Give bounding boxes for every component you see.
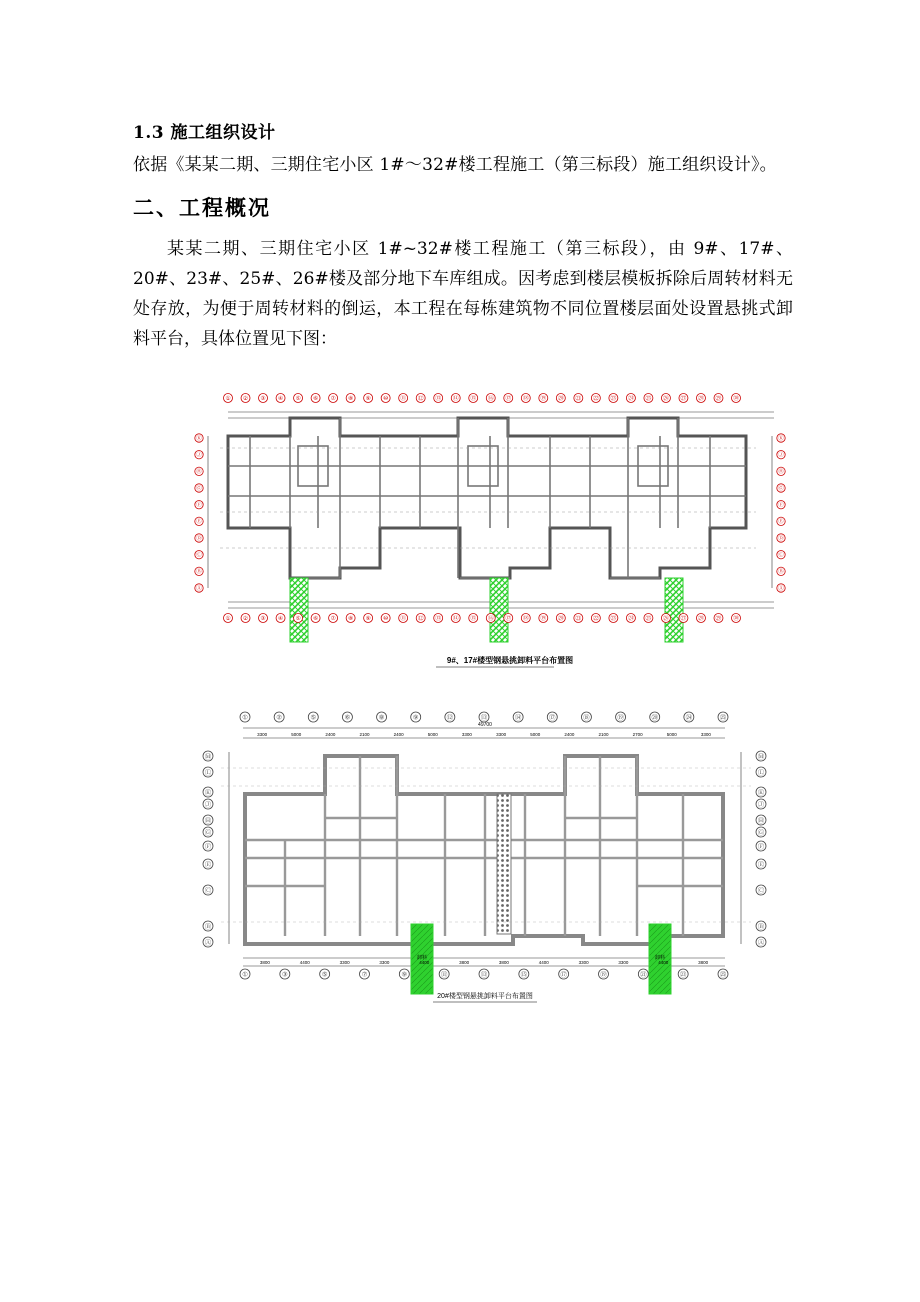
figure1-top-axis-label: ⑫ — [417, 396, 424, 403]
figure2-bottom-axis-label: ㉓ — [679, 971, 687, 979]
figure1-top-axis-label: ⑨ — [365, 396, 371, 403]
figure2-top-axis-label: ⑰ — [549, 714, 556, 722]
figure1-bottom-axis-label: ⑬ — [435, 616, 442, 623]
figure1-left-axis-label: Ⓒ — [196, 552, 202, 559]
figure1-top-axis-label: ㉕ — [645, 396, 652, 403]
figure2-top-dim: 3300 — [461, 732, 472, 737]
figure2-right-axis-label: Ⓑ — [757, 923, 765, 931]
figure2-left-axis-label: Ⓖ — [204, 829, 212, 837]
figure2-left-axis-label: Ⓕ — [204, 843, 212, 851]
figure1-bottom-axis-label: ⑭ — [452, 616, 459, 623]
figure1-caption: 9#、17#楼型钢悬挑卸料平台布置图 — [446, 656, 574, 665]
figure2-right-axis-label: Ⓕ — [757, 843, 765, 851]
figure1-bottom-axis-label: ④ — [277, 616, 284, 623]
figure2-top-axis-label: ⑤ — [310, 714, 317, 722]
figure1-bottom-axis-label: ⑥ — [312, 616, 319, 623]
overview-paragraph: 某某二期、三期住宅小区 1#~32#楼工程施工（第三标段），由 9#、17#、20#、23#、25#、26#楼及部分地下车库组成。因考虑到楼层模板拆除后周转材料无处存放，为便于周转材料的倒运，本工程在每栋建筑物不同位置楼层面处设置悬挑式卸料平台，具体位置见下图： — [133, 239, 793, 349]
figure1-top-axis-label: ③ — [260, 396, 266, 403]
figure1-bottom-axis-label: ㉙ — [715, 616, 722, 623]
platform-hatch-3 — [665, 578, 683, 642]
figure1-top-axis-label: ㉓ — [610, 396, 617, 403]
figure1-bottom-axis-label: ⑯ — [487, 616, 494, 623]
figure2-left-axis-label: Ⓒ — [204, 887, 212, 895]
figure1-top-axis-label: ⑬ — [435, 396, 442, 403]
figure2-bottom-dim: 4400 — [419, 960, 430, 965]
figure2-left-axis-label: Ⓚ — [204, 789, 212, 797]
figure2-top-axis-label: ⑱ — [583, 714, 590, 722]
figure1-top-axis-label: ⑤ — [295, 396, 301, 403]
figure1-bottom-axis-label: ⑫ — [417, 616, 424, 623]
figure2-top-axis-label: ⑲ — [617, 714, 624, 722]
figure1-left-axis-label: Ⓓ — [196, 535, 202, 542]
figure2-top-axis-label: ⑧ — [378, 714, 385, 722]
figure2-left-axis-label: Ⓙ — [204, 801, 212, 809]
figure2-right-axis-label: Ⓚ — [757, 789, 765, 797]
figure1-bottom-axis-label: ㉗ — [680, 616, 687, 623]
figure1-top-axis-label: ⑧ — [347, 396, 354, 403]
figure2-bottom-dim: 4400 — [299, 960, 310, 965]
figure1-left-axis-label: Ⓖ — [196, 485, 202, 492]
figure1-top-axis-label: ㉘ — [698, 396, 704, 403]
figure1-bottom-axis-label: ⑰ — [505, 616, 512, 623]
figure1-left-axis-label: Ⓔ — [196, 519, 202, 526]
figure1-bottom-axis-label: ㉚ — [733, 616, 739, 623]
figure1-bottom-axis-label: ⑧ — [347, 616, 354, 623]
figure2-left-axis-label: Ⓑ — [204, 923, 212, 931]
figure2-right-axis-label: Ⓐ — [757, 939, 765, 947]
figure2-top-axis-label: ① — [242, 714, 248, 722]
figure2-bottom-dim: 3300 — [339, 960, 350, 965]
figure2-bottom-axis-label: ⑬ — [480, 971, 488, 979]
platform-label-2: 卸料 — [654, 955, 666, 961]
figure1-right-axis-label: Ⓕ — [778, 502, 784, 509]
figure2-left-axis-label: Ⓗ — [204, 817, 212, 825]
basis-text: 依据《某某二期、三期住宅小区 1#～32#楼工程施工（第三标段）施工组织设计》。 — [133, 155, 777, 175]
figure1-top-axis-label: ⑰ — [505, 396, 512, 403]
figure1-bottom-axis-label: ⑱ — [522, 616, 529, 623]
figure1-right-axis-label: Ⓓ — [778, 535, 784, 542]
platform-hatch-2 — [487, 578, 508, 642]
figure1-right-axis-label: Ⓙ — [778, 452, 784, 459]
figure1-floor-plan — [190, 388, 790, 688]
figure2-top-axis-label: ⑬ — [480, 714, 488, 722]
figure1-bottom-axis-label: ⑮ — [470, 616, 477, 623]
figure1-bottom-axis-label: ③ — [260, 616, 266, 623]
figure1-top-axis-label: ⑳ — [557, 396, 564, 403]
figure2-bottom-axis-label: ⑰ — [560, 971, 567, 979]
figure2-top-dim: 2400 — [393, 732, 404, 737]
figure1-right-axis-label: Ⓑ — [778, 569, 784, 576]
figure2-bottom-axis-label: ⑪ — [440, 971, 448, 979]
figure2-top-axis-label: ㉕ — [719, 714, 727, 722]
figure2-caption: 20#楼型钢悬挑卸料平台布置图 — [437, 993, 533, 1000]
figure2-bottom-axis-label: ⑨ — [401, 971, 408, 979]
figure1-bottom-axis-label: ① — [225, 616, 231, 623]
figure2-right-axis-label: Ⓔ — [757, 861, 765, 869]
figure2-top-axis-label: ㉔ — [685, 714, 693, 722]
figure2-top-dim: 2400 — [564, 732, 575, 737]
figure2-bottom-axis-label: ㉕ — [719, 971, 727, 979]
figure1-bottom-axis-label: ⑩ — [383, 616, 389, 623]
figure1-bottom-axis-label: ② — [242, 616, 249, 623]
figure2-top-dim: 3300 — [496, 732, 507, 737]
figure1-right-axis-label: Ⓒ — [778, 552, 784, 559]
figure1-left-axis-label: Ⓑ — [196, 569, 202, 576]
figure2-top-dim: 5000 — [427, 732, 438, 737]
figure1-right-axis-label: Ⓐ — [778, 585, 784, 592]
section-heading-1-3: 1.3 施工组织设计 — [133, 123, 276, 143]
figure2-bottom-dim: 4400 — [658, 960, 669, 965]
figure1-top-axis-label: ⑯ — [487, 396, 494, 403]
figure2-right-axis-label: Ⓒ — [757, 887, 765, 895]
figure1-bottom-axis-label: ⑦ — [330, 616, 336, 623]
figure1-bottom-axis-label: ㉓ — [610, 616, 617, 623]
figure2-top-axis-label: ⑨ — [412, 714, 419, 722]
figure1-top-axis-label: ㉒ — [592, 396, 599, 403]
figure1-bottom-axis-label: ⑲ — [540, 616, 547, 623]
figure1-bottom-axis-label: ㉒ — [592, 616, 599, 623]
figure2-top-axis-label: ⑫ — [446, 714, 454, 722]
figure2-bottom-axis-label: ⑦ — [361, 971, 368, 979]
figure2-bottom-axis-label: ⑮ — [520, 971, 528, 979]
figure1-top-axis-label: ㉑ — [575, 396, 582, 403]
figure2-top-axis-label: ⑭ — [514, 714, 522, 722]
figure1-top-axis-label: ㉚ — [733, 396, 739, 403]
figure1-top-axis-label: ⑦ — [330, 396, 336, 403]
figure2-total-dim: 49700 — [478, 722, 492, 728]
platform-label-1: 卸料 — [416, 955, 428, 961]
figure2-left-axis-label: Ⓐ — [204, 939, 212, 947]
figure2-left-axis-label: Ⓜ — [204, 753, 212, 761]
figure1-bottom-axis-label: ⑳ — [557, 616, 564, 623]
figure2-bottom-axis-label: ① — [242, 971, 248, 979]
figure1-top-axis-label: ⑩ — [383, 396, 389, 403]
figure1-bottom-axis-label: ㉘ — [698, 616, 704, 623]
figure1-bottom-axis-label: ㉔ — [627, 616, 634, 623]
figure1-bottom-axis-label: ⑨ — [365, 616, 371, 623]
figure2-right-axis-label: Ⓖ — [757, 829, 765, 837]
figure1-right-axis-label: Ⓔ — [778, 519, 784, 526]
figure1-bottom-axis-label: ㉑ — [575, 616, 582, 623]
figure2-top-axis-label: ② — [276, 714, 283, 722]
figure2-top-axis-label: ⑥ — [344, 714, 351, 722]
figure1-left-axis-label: Ⓚ — [196, 435, 202, 442]
figure2-bottom-axis-label: ㉑ — [640, 971, 647, 979]
figure2-top-dim: 3300 — [700, 732, 711, 737]
figure1-top-axis-label: ㉗ — [680, 396, 687, 403]
figure1-left-axis-label: Ⓐ — [196, 585, 202, 592]
figure2-bottom-axis-label: ③ — [281, 971, 288, 979]
figure2-bottom-axis-label: ⑲ — [600, 971, 607, 979]
figure2-bottom-axis-label: ⑤ — [321, 971, 328, 979]
figure1-bottom-axis-label: ㉖ — [663, 616, 669, 623]
figure2-top-dim: 3300 — [257, 732, 268, 737]
figure2-bottom-dim: 3300 — [618, 960, 629, 965]
figure1-top-axis-label: ㉖ — [663, 396, 669, 403]
figure1-top-axis-label: ④ — [277, 396, 284, 403]
figure2-top-dim: 5000 — [666, 732, 677, 737]
figure1-top-axis-label: ⑲ — [540, 396, 547, 403]
figure2-top-dim: 2400 — [325, 732, 336, 737]
figure1-bottom-axis-label: ⑪ — [400, 616, 407, 623]
figure1-right-axis-label: Ⓚ — [778, 435, 784, 442]
figure2-bottom-dim: 3300 — [578, 960, 589, 965]
figure2-top-dim: 5000 — [291, 732, 302, 737]
figure1-top-axis-label: ⑭ — [452, 396, 459, 403]
figure2-top-dim: 5000 — [530, 732, 541, 737]
figure2-bottom-dim: 3800 — [698, 960, 709, 965]
figure2-bottom-dim: 4400 — [538, 960, 549, 965]
figure2-bottom-dim: 3800 — [498, 960, 509, 965]
figure1-left-axis-label: Ⓙ — [196, 452, 202, 459]
figure1-left-axis-label: Ⓕ — [196, 502, 202, 509]
figure1-top-axis-label: ⑱ — [522, 396, 529, 403]
figure1-top-axis-label: ⑪ — [400, 396, 407, 403]
figure2-bottom-dim: 3800 — [259, 960, 270, 965]
figure2-left-axis-label: Ⓔ — [204, 861, 212, 869]
figure2-bottom-dim: 3800 — [459, 960, 470, 965]
figure1-left-axis-label: Ⓗ — [196, 469, 202, 476]
platform-hatch-1 — [290, 578, 308, 642]
figure1-bottom-axis-label: ⑤ — [295, 616, 301, 623]
figure2-right-axis-label: Ⓗ — [757, 817, 765, 825]
figure2-right-axis-label: Ⓛ — [757, 769, 765, 777]
figure2-top-dim: 2100 — [359, 732, 370, 737]
figure2-floor-plan — [195, 708, 775, 1008]
figure1-top-axis-label: ① — [225, 396, 231, 403]
figure2-top-dim: 2100 — [598, 732, 609, 737]
figure2-right-axis-label: Ⓙ — [757, 801, 765, 809]
figure2-left-axis-label: Ⓛ — [204, 769, 212, 777]
figure2-top-dim: 2700 — [632, 732, 643, 737]
figure1-top-axis-label: ㉔ — [627, 396, 634, 403]
figure1-right-axis-label: Ⓖ — [778, 485, 784, 492]
figure1-top-axis-label: ⑮ — [470, 396, 477, 403]
figure2-bottom-dim: 3300 — [379, 960, 390, 965]
section-heading-2: 二、工程概况 — [133, 195, 271, 220]
figure1-right-axis-label: Ⓗ — [778, 469, 784, 476]
figure1-top-axis-label: ② — [242, 396, 249, 403]
figure1-top-axis-label: ⑥ — [312, 396, 319, 403]
figure1-top-axis-label: ㉙ — [715, 396, 722, 403]
figure2-right-axis-label: Ⓜ — [757, 753, 765, 761]
figure1-bottom-axis-label: ㉕ — [645, 616, 652, 623]
figure2-top-axis-label: ⑳ — [651, 714, 658, 722]
